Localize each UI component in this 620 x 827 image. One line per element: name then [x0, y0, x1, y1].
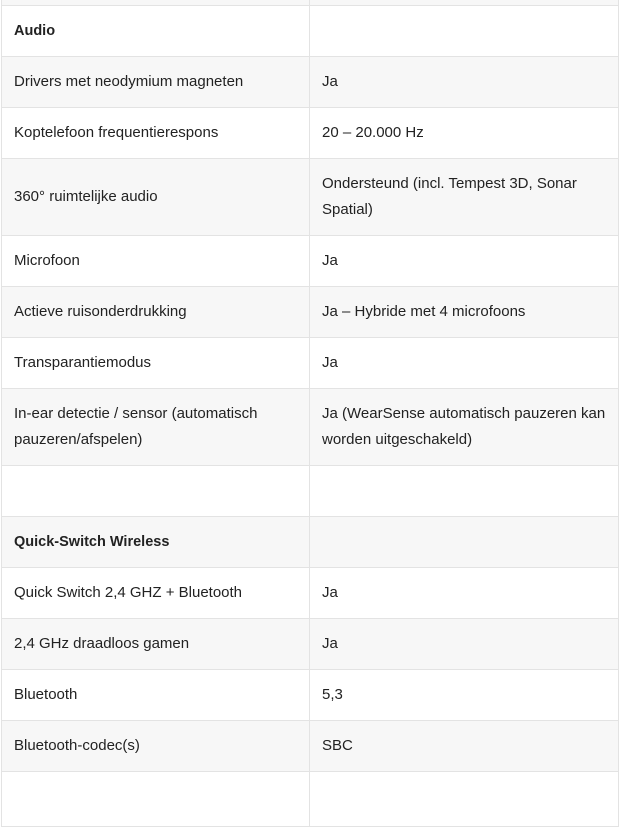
table-row-bottom-cut: [2, 772, 619, 827]
spec-value: Ja (WearSense automatisch pauzeren kan worden uitgeschakeld): [310, 389, 619, 466]
spec-value: Ondersteund (incl. Tempest 3D, Sonar Spatial): [310, 159, 619, 236]
table-row: [2, 568, 619, 619]
spec-value: Ja: [310, 568, 619, 619]
value-cell: [310, 772, 619, 827]
spec-value: 5,3: [310, 670, 619, 721]
spec-label: In-ear detectie / sensor (automatisch pauzeren/afspelen): [2, 389, 310, 466]
spec-value: Ja: [310, 57, 619, 108]
spec-value: Ja: [310, 236, 619, 287]
table-row: [2, 287, 619, 338]
table-row: [2, 338, 619, 389]
spec-value: Ja: [310, 619, 619, 670]
spec-value: Ja: [310, 338, 619, 389]
spec-label: Bluetooth: [2, 670, 310, 721]
spec-label: Koptelefoon frequentierespons: [2, 108, 310, 159]
table-row: [2, 57, 619, 108]
label-cell: [2, 466, 310, 517]
spec-label: 2,4 GHz draadloos gamen: [2, 619, 310, 670]
section-header-audio: [2, 6, 619, 57]
section-title-audio: Audio: [2, 6, 310, 57]
spec-label: Transparantiemodus: [2, 338, 310, 389]
table-row: [2, 159, 619, 236]
value-cell: [310, 466, 619, 517]
table-row: [2, 389, 619, 466]
table-row: [2, 236, 619, 287]
table-row: [2, 619, 619, 670]
spec-value: Ja – Hybride met 4 microfoons: [310, 287, 619, 338]
specifications-table: [1, 0, 619, 827]
spec-value: SBC: [310, 721, 619, 772]
spec-label: Actieve ruisonderdrukking: [2, 287, 310, 338]
section-title-quick-switch-wireless: Quick-Switch Wireless: [2, 517, 310, 568]
table-row: [2, 108, 619, 159]
table-row: [2, 721, 619, 772]
section-header-quick-switch-wireless: [2, 517, 619, 568]
table-row: [2, 670, 619, 721]
value-cell: [310, 517, 619, 568]
spec-label: 360° ruimtelijke audio: [2, 159, 310, 236]
label-cell: [2, 772, 310, 827]
spec-value: 20 – 20.000 Hz: [310, 108, 619, 159]
spec-label: Bluetooth-codec(s): [2, 721, 310, 772]
blank-separator-row: [2, 466, 619, 517]
spec-label: Drivers met neodymium magneten: [2, 57, 310, 108]
spec-label: Quick Switch 2,4 GHZ + Bluetooth: [2, 568, 310, 619]
value-cell: [310, 6, 619, 57]
spec-label: Microfoon: [2, 236, 310, 287]
